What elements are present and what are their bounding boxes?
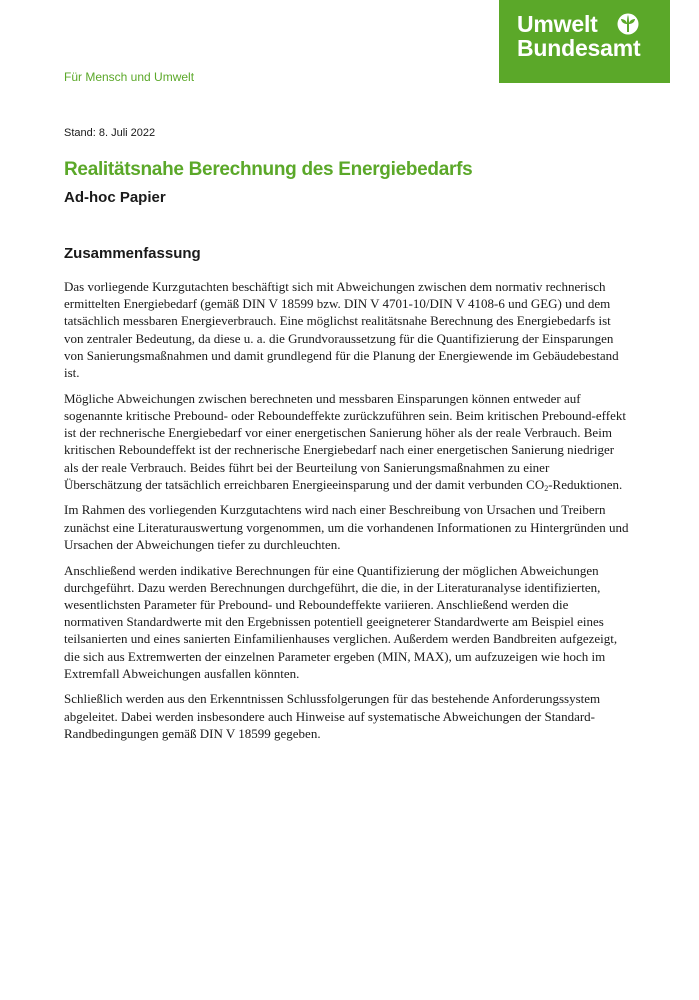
document-date: Stand: 8. Juli 2022 xyxy=(64,127,156,139)
summary-paragraph-4: Anschließend werden indikative Berechnungen für eine Quantifizierung der möglichen Abweichungen durchgeführt. Dazu werden Berechnungen durchgeführt, die die, in der Literaturanalyse identifizierten, wesentlichsten Parameter für Prebound- und Reboundeffekte variieren. Anschließend werden die normativen Standardwerte mit den Ergebnissen potentiell geeigneterer Standardwerte am Beispiel eines teilsanierten und eines sanierten Einfamilienhauses verglichen. Außerdem werden Bandbreiten aufgezeigt, die sich aus Extremwerten der einzelnen Parameter ergeben (MIN, MAX), um aufzuzeigen wie hoch im Extremfall Abweichungen ausfallen könnten. xyxy=(64,562,618,681)
logo-line-2: Bundesamt xyxy=(517,35,641,61)
paragraph-2-main: Mögliche Abweichungen zwischen berechneten und messbaren Einsparungen können entweder auf sogenannte kritische Prebound- oder Reboundeffekte zurückzuführen sein. Beim kritischen Prebound-effekt ist der rechnerische Energiebedarf vor einer energetischen Sanierung höher als der reale Verbrauch. Beim kritischen Reboundeffekt ist der rechnerische Energiebedarf nach einer energetischen Sanierung niedriger als der reale Verbrauch. Beides führt bei der Beurteilung von Sanierungsmaßnahmen zu einer Überschätzung der tatsächlich erreichbaren Energieeinsparung und der damit verbunden CO xyxy=(64,390,626,492)
tagline: Für Mensch und Umwelt xyxy=(64,70,195,84)
document-title: Realitätsnahe Berechnung des Energiebedarfs xyxy=(64,159,473,180)
summary-paragraph-1: Das vorliegende Kurzgutachten beschäftigt sich mit Abweichungen zwischen dem normativ rechnerisch ermittelten Energiebedarf (gemäß DIN V 18599 bzw. DIN V 4701-10/DIN V 4108-6 und GEG) und dem tatsächlich messbaren Energieverbrauch. Eine möglichst realitätsnahe Berechnung des Energiebedarfs ist von zentraler Bedeutung, da diese u. a. die Grundvoraussetzung für die Quantifizierung der Einsparungen von Sanierungsmaßnahmen und damit grundlegend für die Planung der Energiewende im Gebäudebestand ist. xyxy=(64,279,619,381)
document-subtitle: Ad-hoc Papier xyxy=(64,189,166,206)
paragraph-2-tail: -Reduktionen. xyxy=(548,476,623,492)
co2-subscript: 2 xyxy=(544,483,549,493)
uba-logo xyxy=(499,0,670,83)
summary-paragraph-5: Schließlich werden aus den Erkenntnissen Schlussfolgerungen für das bestehende Anforderungssystem abgeleitet. Dabei werden insbesondere auch Hinweise auf systematische Abweichungen der Standard-Randbedingungen gemäß DIN V 18599 gegeben. xyxy=(64,691,601,741)
summary-paragraph-2 xyxy=(64,390,629,493)
logo-line-1: Umwelt xyxy=(517,11,598,37)
summary-body xyxy=(64,278,629,751)
section-heading-summary: Zusammenfassung xyxy=(64,245,201,262)
umweltbundesamt-tree-emblem-icon xyxy=(617,13,639,35)
summary-paragraph-3: Im Rahmen des vorliegenden Kurzgutachtens wird nach einer Beschreibung von Ursachen und Treibern zunächst eine Literaturauswertung vorgenommen, um die vorhandenen Informationen zu Hintergründen und Ursachen der Abweichungen tiefer zu durchleuchten. xyxy=(64,502,629,552)
